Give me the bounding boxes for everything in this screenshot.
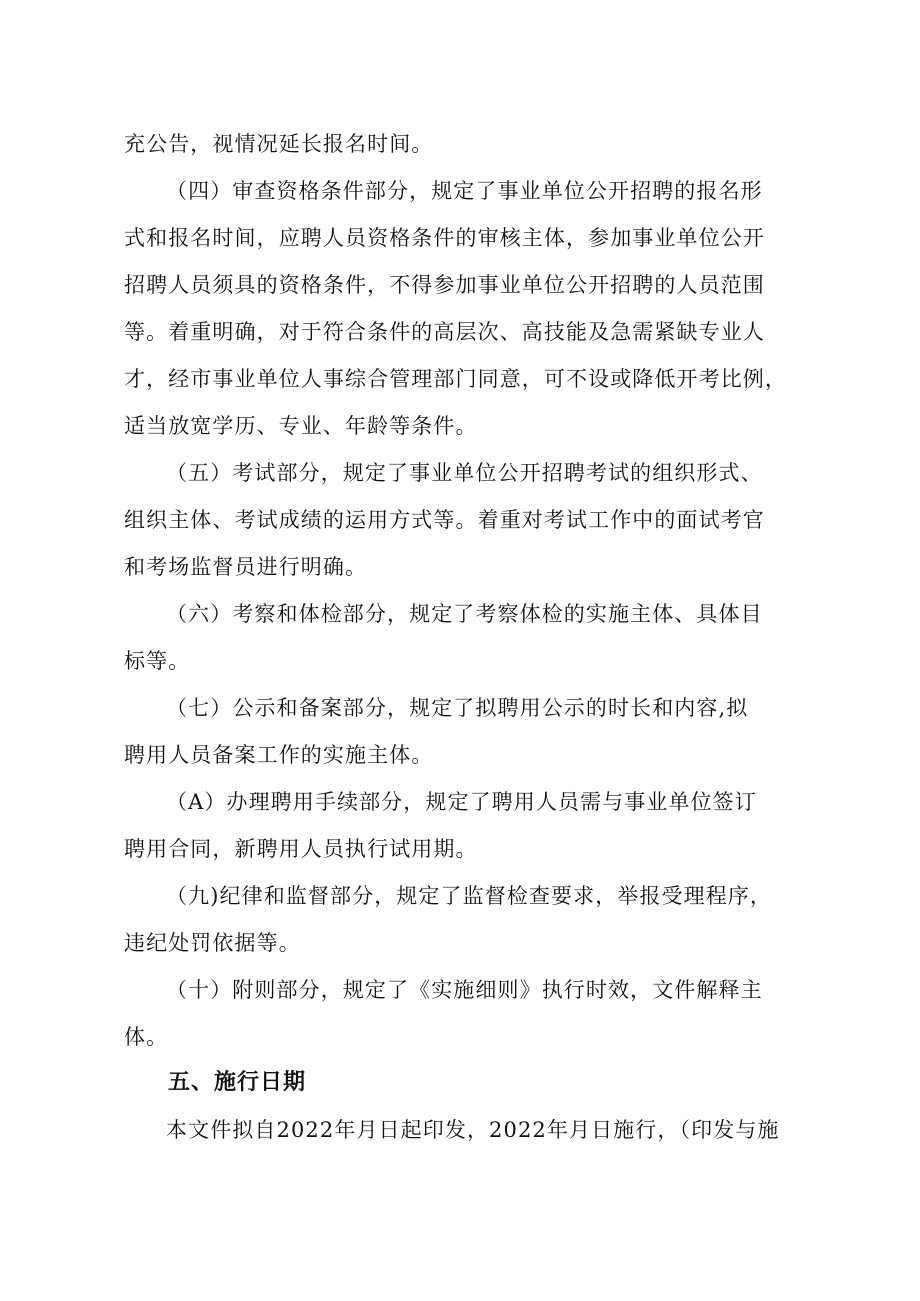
paragraph-line: 标等。 [124,649,191,673]
paragraph-line: 本文件拟自2022年月日起印发，2022年月日施行，（印发与施 [166,1118,780,1142]
paragraph-line: 和考场监督员进行明确。 [124,555,368,579]
paragraph-line: （五）考试部分，规定了事业单位公开招聘考试的组织形式、 [166,461,763,485]
paragraph-line: 聘用合同，新聘用人员执行试用期。 [124,837,478,861]
paragraph-line: （六）考察和体检部分，规定了考察体检的实施主体、具体目 [166,602,763,626]
paragraph-line: （四）审查资格条件部分，规定了事业单位公开招聘的报名形 [166,179,763,203]
paragraph-line: 等。着重明确，对于符合条件的高层次、高技能及急需紧缺专业人 [124,320,765,344]
paragraph-line: （十）附则部分，规定了《实施细则》执行时效，文件解释主 [166,978,763,1002]
paragraph-line: 违纪处罚依据等。 [124,931,301,955]
paragraph-line: 才，经市事业单位人事综合管理部门同意，可不设或降低开考比例， [124,367,787,391]
section-heading: 五、施行日期 [168,1070,307,1095]
paragraph-line: 充公告，视情况延长报名时间。 [124,132,434,156]
paragraph-line: 组织主体、考试成绩的运用方式等。着重对考试工作中的面试考官 [124,508,765,532]
paragraph-line: （七）公示和备案部分，规定了拟聘用公示的时长和内容,拟 [166,696,749,720]
paragraph-line: 式和报名时间，应聘人员资格条件的审核主体，参加事业单位公开 [124,226,765,250]
paragraph-line: （九)纪律和监督部分，规定了监督检查要求，举报受理程序， [166,884,772,908]
paragraph-line: （A）办理聘用手续部分，规定了聘用人员需与事业单位签订 [166,790,757,814]
paragraph-line: 招聘人员须具的资格条件，不得参加事业单位公开招聘的人员范围 [124,273,765,297]
paragraph-line: 聘用人员备案工作的实施主体。 [124,743,434,767]
paragraph-line: 适当放宽学历、专业、年龄等条件。 [124,414,478,438]
paragraph-line: 体。 [124,1025,169,1049]
